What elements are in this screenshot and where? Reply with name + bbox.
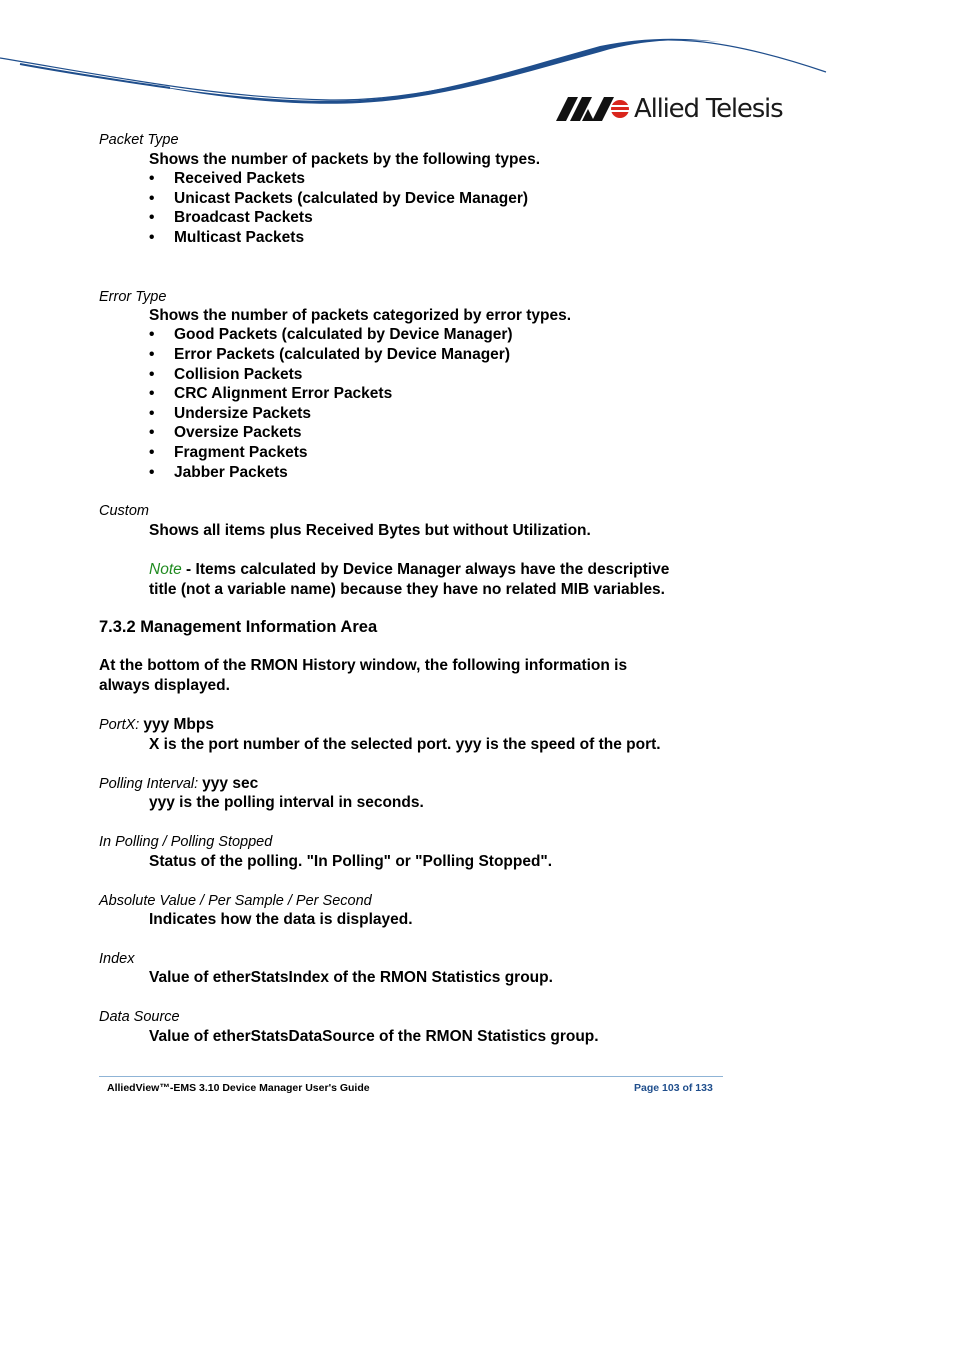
abs-desc: Indicates how the data is displayed. [149,911,413,928]
section-intro-line-2: always displayed. [99,677,230,694]
polling-field [99,774,258,794]
section-heading: 7.3.2 Management Information Area [99,618,378,636]
portx-value: yyy Mbps [143,716,214,733]
list-item-text: Error Packets (calculated by Device Manager) [174,346,510,363]
custom-label: Custom [99,503,149,519]
portx-desc: X is the port number of the selected port. yyy is the speed of the port. [149,736,661,753]
list-item-text: Broadcast Packets [174,209,313,226]
status-label: In Polling / Polling Stopped [99,834,273,850]
footer-title: AlliedView™-EMS 3.10 Device Manager User's Guide [107,1082,370,1094]
list-item: • Received Packets [149,170,305,187]
list-item: • Good Packets (calculated by Device Manager) [149,326,513,343]
list-item-text: Received Packets [174,170,305,187]
index-desc: Value of etherStatsIndex of the RMON Statistics group. [149,969,553,986]
list-item-text: Fragment Packets [174,444,308,461]
index-label: Index [99,951,135,967]
footer-divider [99,1076,723,1077]
header-swoosh [0,0,954,110]
source-desc: Value of etherStatsDataSource of the RMON Statistics group. [149,1028,599,1045]
list-item: • Error Packets (calculated by Device Manager) [149,346,510,363]
allied-telesis-logo [556,94,782,124]
polling-value: yyy sec [202,775,259,792]
list-item: • Fragment Packets [149,444,308,461]
list-item-text: Multicast Packets [174,229,305,246]
list-item: • Oversize Packets [149,424,302,441]
portx-field [99,715,214,735]
list-item-text: Collision Packets [174,366,303,383]
list-item-text: Unicast Packets (calculated by Device Manager) [174,190,529,207]
list-item: • CRC Alignment Error Packets [149,385,393,402]
logo-text: Allied Telesis [634,94,783,124]
logo-mark-icon [556,97,630,121]
status-desc: Status of the polling. "In Polling" or "Polling Stopped". [149,853,553,870]
note-line-1 [149,560,669,580]
list-item-text: Oversize Packets [174,424,302,441]
note-line-2: title (not a variable name) because they have no related MIB variables. [149,581,665,598]
polling-desc: yyy is the polling interval in seconds. [149,794,424,811]
portx-label: PortX: [99,717,144,733]
list-item: • Collision Packets [149,366,303,383]
footer-page-number: Page 103 of 133 [634,1082,713,1094]
packet-type-label: Packet Type [99,132,179,148]
note-label: Note [149,561,182,578]
list-item: • Broadcast Packets [149,209,313,226]
polling-label: Polling Interval: [99,776,203,792]
list-item-text: Jabber Packets [174,464,288,481]
error-type-label: Error Type [99,289,167,305]
abs-label: Absolute Value / Per Sample / Per Second [99,893,372,909]
list-item: • Multicast Packets [149,229,305,246]
list-item: • Unicast Packets (calculated by Device Manager) [149,190,529,207]
list-item-text: CRC Alignment Error Packets [174,385,393,402]
section-intro-line-1: At the bottom of the RMON History window, the following information is [99,657,628,674]
custom-desc: Shows all items plus Received Bytes but without Utilization. [149,522,591,539]
note-text: - Items calculated by Device Manager always have the descriptive [181,561,670,578]
list-item: • Undersize Packets [149,405,311,422]
error-type-desc: Shows the number of packets categorized by error types. [149,307,572,324]
list-item-text: Good Packets (calculated by Device Manager) [174,326,513,343]
packet-type-desc: Shows the number of packets by the following types. [149,151,540,168]
source-label: Data Source [99,1009,180,1025]
list-item-text: Undersize Packets [174,405,311,422]
list-item: • Jabber Packets [149,464,288,481]
